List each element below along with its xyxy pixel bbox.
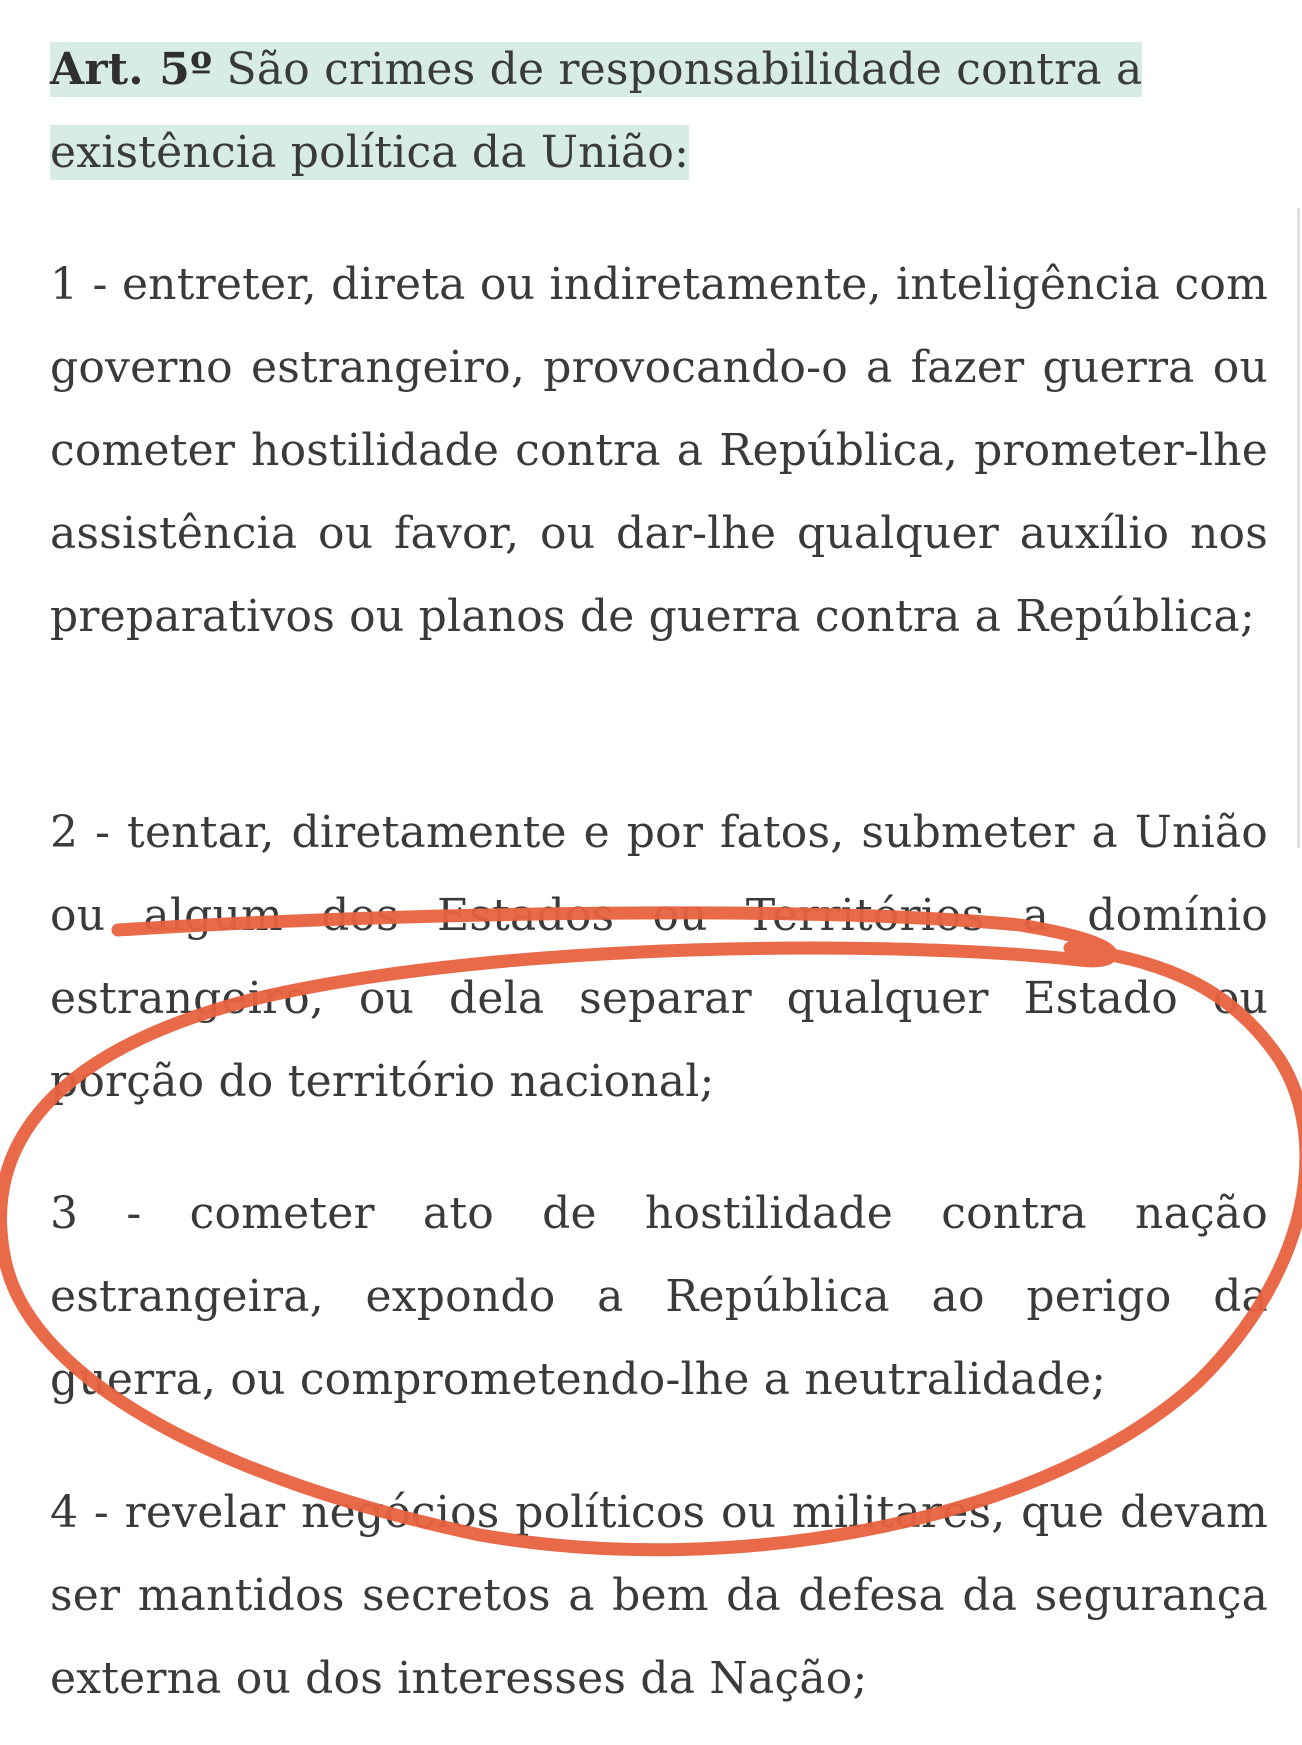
list-item-2: 2 - tentar, diretamente e por fatos, submeter a União ou algum dos Estados ou Territórios a domínio estrangeiro, ou dela separar qualquer Estado ou porção do território nacional; xyxy=(50,807,1268,1107)
list-item-1: 1 - entreter, direta ou indiretamente, inteligência com governo estrangeiro, provocando-o a fazer guerra ou cometer hostilidade contra a República, prometer-lhe assistência ou favor, ou dar-lhe qualquer auxílio nos preparativos ou planos de guerra contra a República; xyxy=(50,259,1268,642)
scrollbar[interactable] xyxy=(1297,208,1300,848)
article-heading xyxy=(50,28,1268,194)
list-item-4: 4 - revelar negócios políticos ou militares, que devam ser mantidos secretos a bem da defesa da segurança externa ou dos interesses da Nação; xyxy=(50,1487,1268,1704)
article-intro-line1: São crimes de responsabilidade contra a xyxy=(226,44,1143,95)
article-label: Art. 5º xyxy=(50,44,213,95)
highlighted-heading xyxy=(50,42,1142,180)
article-intro-line2: existência política da União: xyxy=(50,127,690,178)
list-item-3: 3 - cometer ato de hostilidade contra nação estrangeira, expondo a República ao perigo da guerra, ou comprometendo-lhe a neutralidade; xyxy=(50,1188,1268,1405)
